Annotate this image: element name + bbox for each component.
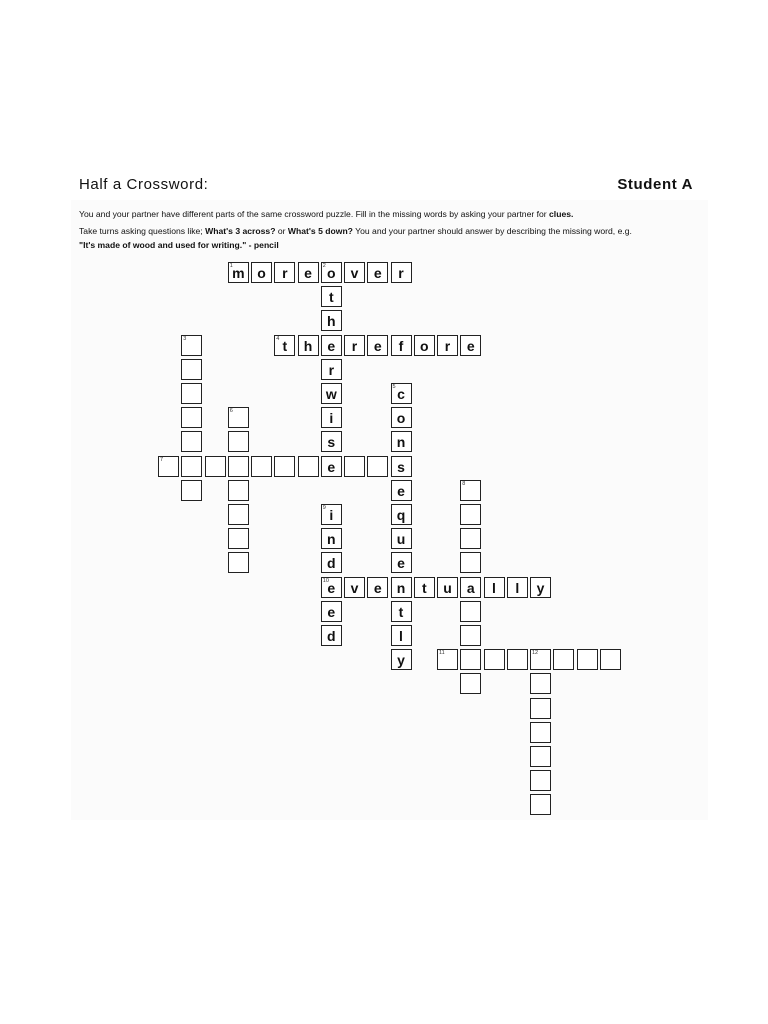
- cell-letter: e: [373, 265, 382, 281]
- crossword-cell-filled: [391, 649, 412, 670]
- crossword-cell-empty[interactable]: [530, 649, 551, 670]
- cell-letter: e: [327, 337, 336, 354]
- clue-number: 9: [322, 505, 326, 511]
- student-label: Student A: [617, 176, 693, 193]
- crossword-cell-filled: [321, 407, 342, 428]
- cell-letter: e: [327, 579, 336, 596]
- crossword-cell-empty[interactable]: [344, 456, 365, 477]
- crossword-cell-filled: [274, 262, 295, 283]
- crossword-cell-filled: [367, 335, 388, 356]
- crossword-cell-filled: [344, 262, 365, 283]
- crossword-cell-filled: [321, 504, 342, 525]
- crossword-cell-empty[interactable]: [181, 407, 202, 428]
- cell-letter: a: [466, 579, 475, 596]
- crossword-cell-filled: [391, 431, 412, 452]
- crossword-cell-filled: [321, 528, 342, 549]
- crossword-cell-filled: [321, 262, 342, 283]
- cell-letter: t: [328, 289, 334, 306]
- crossword-cell-filled: [391, 552, 412, 573]
- clue-number: 10: [322, 577, 329, 584]
- cell-letter: h: [327, 313, 336, 330]
- cell-letter: o: [257, 265, 266, 281]
- cell-letter: r: [444, 337, 451, 354]
- cell-letter: v: [350, 579, 359, 596]
- clue-number: 7: [160, 456, 164, 463]
- cell-letter: d: [327, 628, 336, 644]
- crossword-cell-empty[interactable]: [274, 456, 295, 477]
- crossword-cell-empty[interactable]: [530, 673, 551, 694]
- cell-letter: e: [327, 603, 336, 620]
- crossword-cell-filled: [298, 335, 319, 356]
- crossword-cell-filled: [391, 383, 412, 404]
- crossword-cell-filled: [251, 262, 272, 283]
- crossword-cell-empty[interactable]: [158, 456, 179, 477]
- cell-letter: s: [327, 434, 336, 451]
- cell-letter: l: [492, 579, 496, 596]
- crossword-cell-empty[interactable]: [460, 528, 481, 549]
- cell-letter: l: [515, 579, 520, 596]
- cell-letter: v: [350, 265, 359, 281]
- clue-number: 3: [183, 335, 187, 342]
- cell-letter: l: [399, 628, 403, 644]
- cell-letter: y: [397, 652, 405, 669]
- crossword-cell-filled: [321, 310, 342, 331]
- cell-letter: e: [397, 482, 405, 499]
- crossword-cell-empty[interactable]: [251, 456, 272, 477]
- crossword-cell-filled: [321, 552, 342, 573]
- clue-number: 11: [439, 650, 445, 657]
- crossword-cell-empty[interactable]: [228, 456, 249, 477]
- cell-letter: r: [282, 265, 288, 281]
- cell-letter: m: [232, 265, 245, 281]
- crossword-cell-empty[interactable]: [181, 335, 202, 356]
- crossword-cell-empty[interactable]: [437, 649, 458, 670]
- crossword-cell-filled: [391, 407, 412, 428]
- worksheet-title: Half a Crossword:: [79, 176, 209, 193]
- crossword-cell-filled: [414, 577, 435, 598]
- crossword-cell-empty[interactable]: [460, 601, 481, 622]
- crossword-cell-filled: [460, 335, 481, 356]
- cell-letter: o: [327, 265, 336, 281]
- crossword-cell-empty[interactable]: [298, 456, 319, 477]
- crossword-cell-filled: [321, 359, 342, 380]
- crossword-cell-filled: [391, 262, 412, 283]
- cell-letter: w: [325, 386, 337, 402]
- crossword-cell-empty[interactable]: [228, 504, 249, 525]
- cell-letter: s: [397, 458, 405, 475]
- crossword-cell-empty[interactable]: [228, 552, 249, 573]
- crossword-cell-filled: [321, 577, 342, 598]
- cell-letter: e: [466, 337, 475, 354]
- crossword-cell-filled: [437, 335, 458, 356]
- crossword-cell-empty[interactable]: [484, 649, 505, 670]
- crossword-cell-filled: [367, 262, 388, 283]
- cell-letter: t: [282, 337, 288, 354]
- cell-letter: o: [396, 410, 406, 427]
- cell-letter: c: [397, 386, 405, 402]
- clue-number: 4: [276, 335, 280, 342]
- crossword-cell-empty[interactable]: [507, 649, 528, 670]
- cell-letter: i: [329, 410, 334, 427]
- crossword-cell-filled: [321, 286, 342, 307]
- crossword-cell-empty[interactable]: [228, 528, 249, 549]
- crossword-cell-filled: [414, 335, 435, 356]
- crossword-cell-empty[interactable]: [181, 456, 202, 477]
- crossword-cell-filled: [344, 577, 365, 598]
- crossword-cell-filled: [437, 577, 458, 598]
- crossword-cell-filled: [484, 577, 505, 598]
- crossword-cell-empty[interactable]: [460, 480, 481, 501]
- crossword-cell-filled: [391, 528, 412, 549]
- crossword-cell-filled: [367, 577, 388, 598]
- crossword-cell-filled: [298, 262, 319, 283]
- cell-letter: e: [327, 458, 336, 475]
- cell-letter: t: [421, 579, 427, 596]
- cell-letter: e: [397, 555, 405, 572]
- cell-letter: e: [373, 337, 382, 354]
- crossword-cell-empty[interactable]: [228, 480, 249, 501]
- clue-number: 5: [392, 384, 396, 390]
- crossword-cell-empty[interactable]: [460, 649, 481, 670]
- crossword-cell-empty[interactable]: [181, 383, 202, 404]
- cell-letter: u: [443, 579, 452, 596]
- cell-letter: r: [398, 265, 404, 281]
- crossword-cell-empty[interactable]: [600, 649, 621, 670]
- crossword-cell-filled: [228, 262, 249, 283]
- clue-number: 2: [322, 263, 326, 269]
- clue-number: 1: [229, 263, 233, 269]
- crossword-cell-empty[interactable]: [530, 770, 551, 791]
- crossword-cell-filled: [507, 577, 528, 598]
- cell-letter: t: [398, 603, 404, 620]
- crossword-cell-filled: [391, 480, 412, 501]
- crossword-cell-empty[interactable]: [367, 456, 388, 477]
- cell-letter: y: [536, 579, 545, 596]
- cell-letter: n: [396, 579, 406, 596]
- cell-letter: i: [329, 507, 334, 523]
- crossword-cell-empty[interactable]: [460, 552, 481, 573]
- crossword-cell-filled: [530, 577, 551, 598]
- crossword-cell-filled: [321, 383, 342, 404]
- crossword-cell-filled: [391, 625, 412, 646]
- crossword-cell-empty[interactable]: [181, 480, 202, 501]
- crossword-cell-empty[interactable]: [577, 649, 598, 670]
- crossword-cell-empty[interactable]: [460, 504, 481, 525]
- crossword-cell-empty[interactable]: [530, 794, 551, 815]
- instructions-line-1: You and your partner have different parts of the same crossword puzzle. Fill in the missing words by asking your partner for clues.: [79, 209, 574, 219]
- crossword-cell-filled: [391, 577, 412, 598]
- crossword-cell-filled: [321, 601, 342, 622]
- crossword-cell-filled: [321, 431, 342, 452]
- crossword-cell-empty[interactable]: [228, 431, 249, 452]
- cell-letter: o: [420, 337, 429, 354]
- instructions-line-2: Take turns asking questions like; What's 3 across? or What's 5 down? You and your partner should answer by describing the missing word, e.g.: [79, 226, 632, 236]
- cell-letter: h: [303, 337, 313, 354]
- cell-letter: n: [396, 434, 406, 451]
- cell-letter: n: [327, 531, 336, 548]
- cell-letter: e: [304, 265, 312, 281]
- cell-letter: u: [396, 531, 406, 548]
- crossword-cell-filled: [460, 577, 481, 598]
- crossword-cell-filled: [344, 335, 365, 356]
- crossword-cell-empty[interactable]: [228, 407, 249, 428]
- crossword-cell-filled: [321, 456, 342, 477]
- crossword-cell-empty[interactable]: [553, 649, 574, 670]
- crossword-cell-filled: [391, 601, 412, 622]
- crossword-cell-empty[interactable]: [530, 698, 551, 719]
- crossword-cell-empty[interactable]: [530, 722, 551, 743]
- cell-letter: r: [328, 361, 335, 378]
- crossword-cell-empty[interactable]: [460, 673, 481, 694]
- crossword-cell-filled: [321, 335, 342, 356]
- crossword-cell-filled: [274, 335, 295, 356]
- crossword-cell-empty[interactable]: [181, 431, 202, 452]
- crossword-cell-filled: [321, 625, 342, 646]
- crossword-cell-filled: [391, 335, 412, 356]
- cell-letter: r: [351, 337, 358, 354]
- instructions-example: "It's made of wood and used for writing." - pencil: [79, 240, 279, 250]
- crossword-cell-filled: [391, 504, 412, 525]
- crossword-cell-empty[interactable]: [530, 746, 551, 767]
- crossword-cell-empty[interactable]: [205, 456, 226, 477]
- cell-letter: q: [396, 507, 406, 523]
- clue-number: 8: [462, 480, 466, 487]
- crossword-cell-empty[interactable]: [181, 359, 202, 380]
- crossword-cell-filled: [391, 456, 412, 477]
- clue-number: 6: [229, 408, 233, 415]
- cell-letter: e: [373, 579, 382, 596]
- cell-letter: d: [327, 555, 336, 572]
- cell-letter: f: [398, 337, 404, 354]
- clue-number: 12: [532, 650, 539, 657]
- crossword-cell-empty[interactable]: [460, 625, 481, 646]
